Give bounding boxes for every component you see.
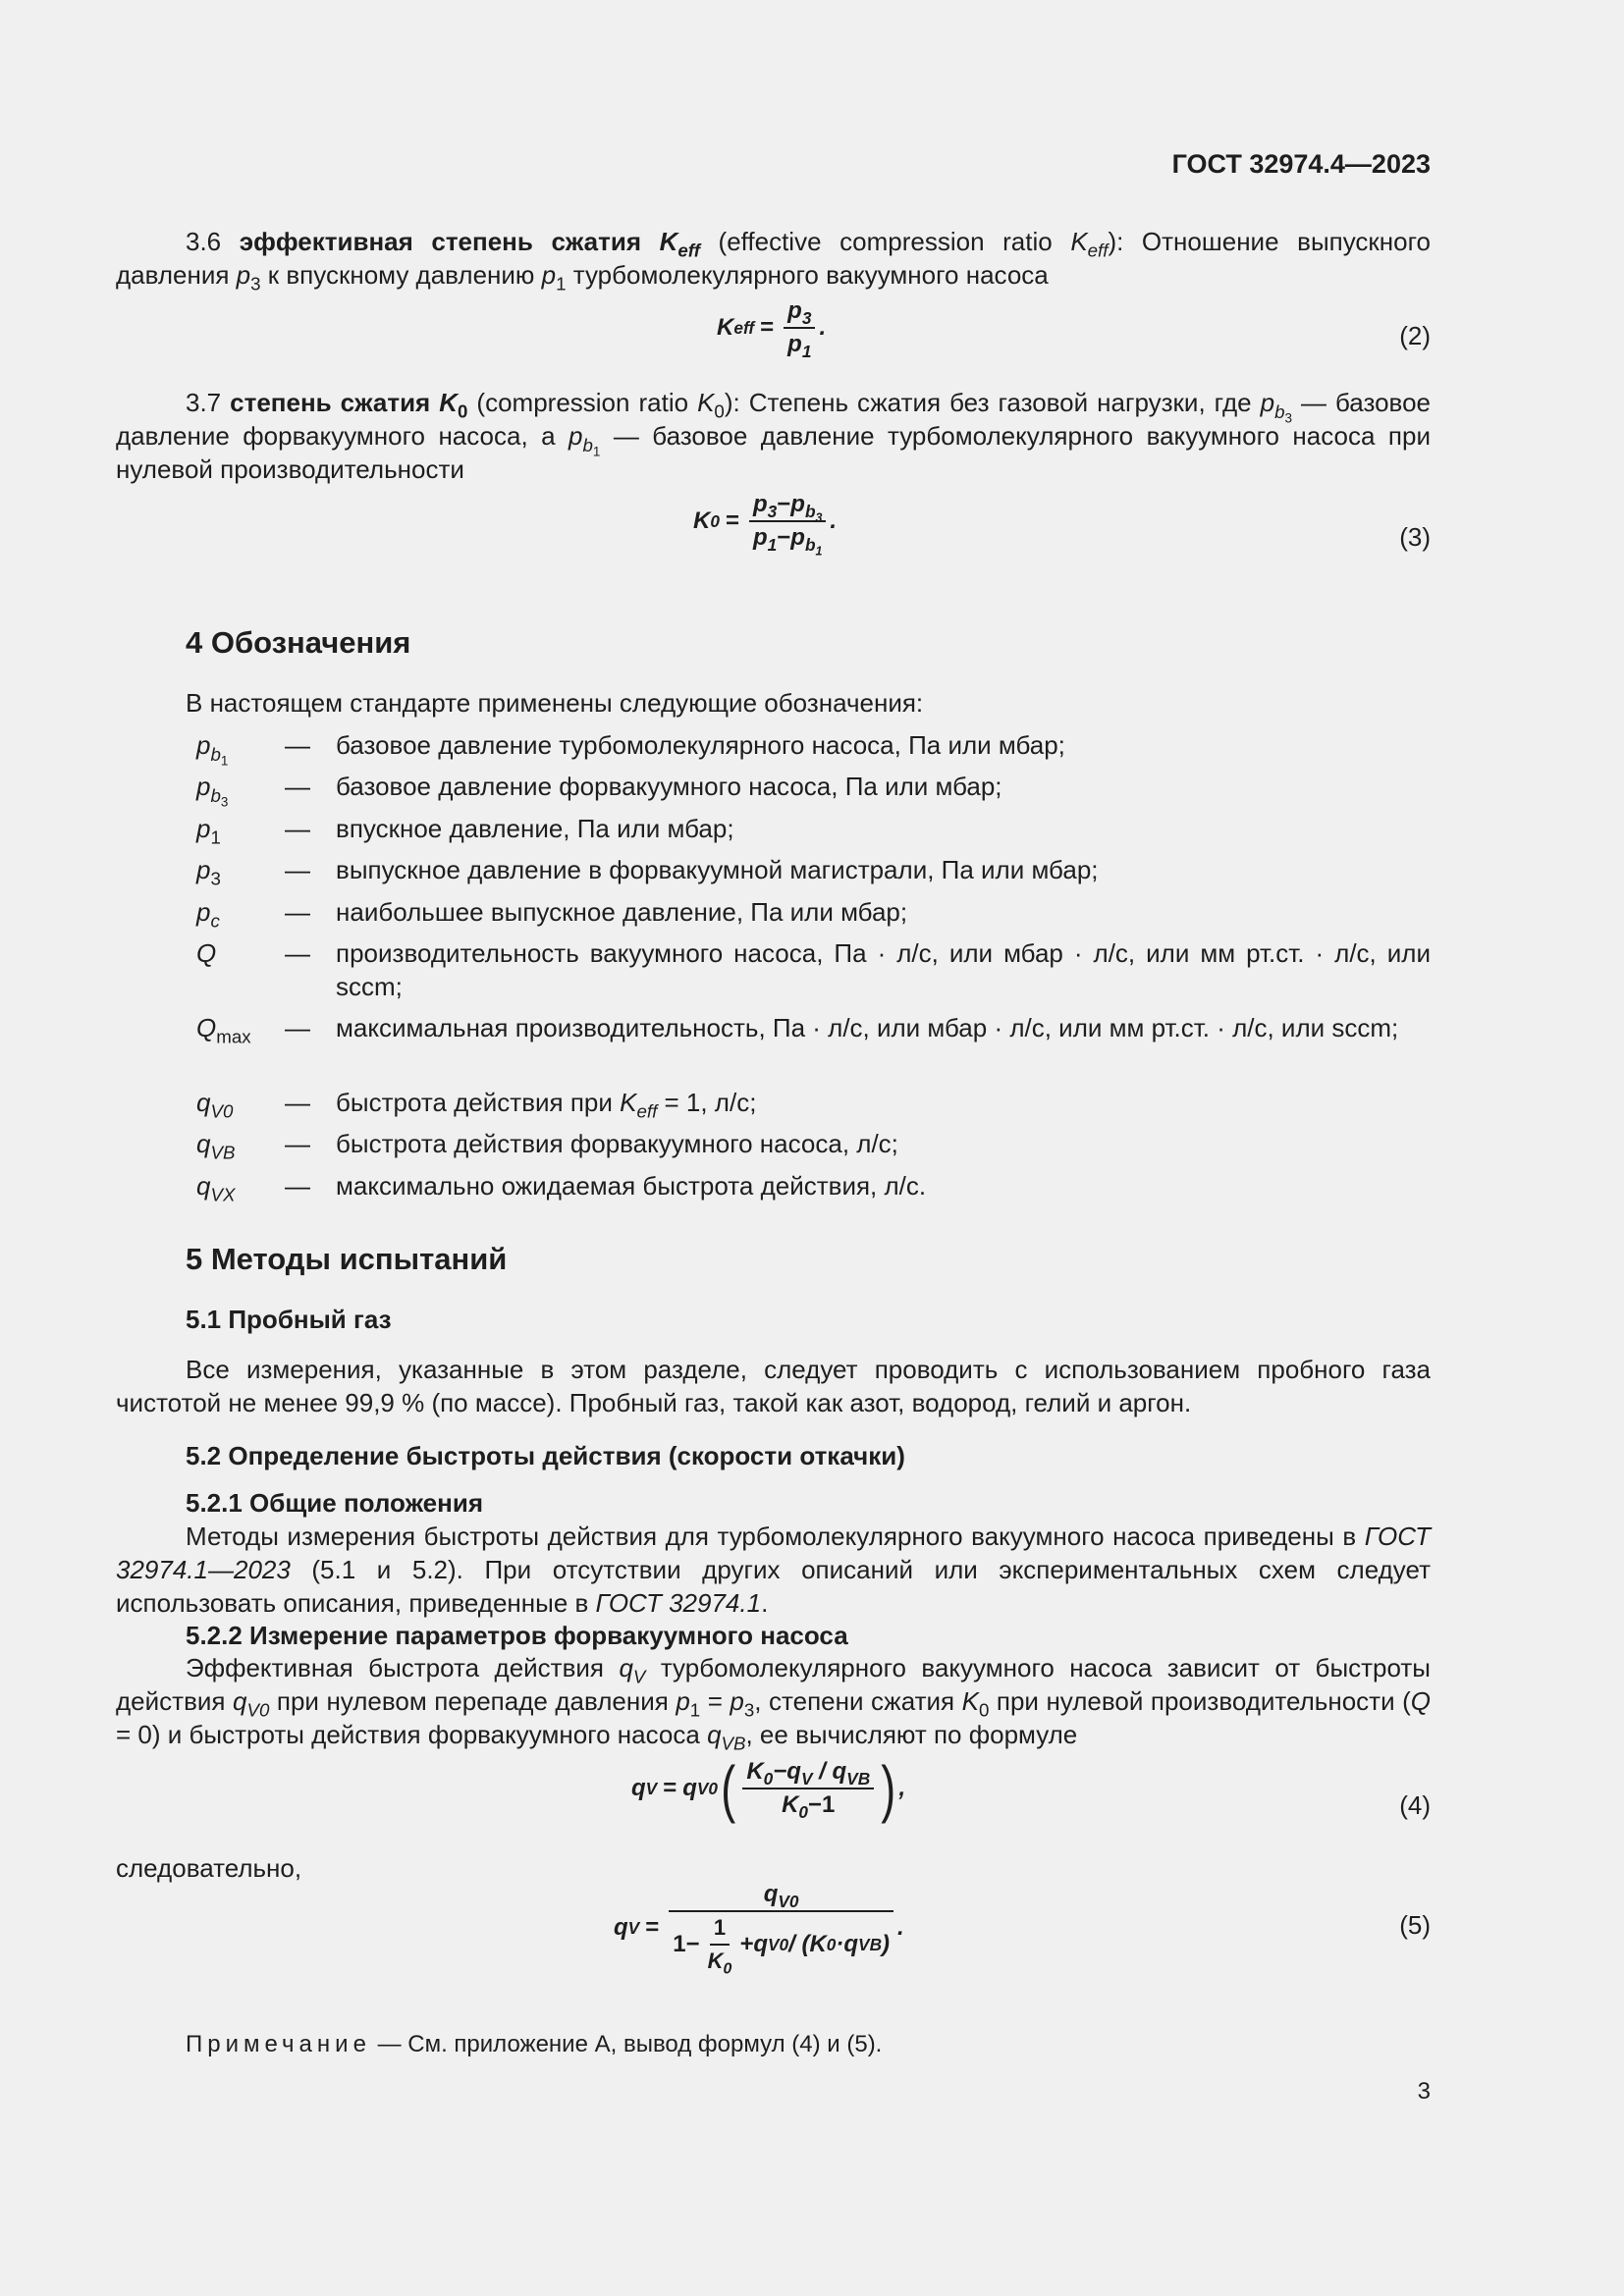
section-5-title: 5 Методы испытаний [186,1242,508,1276]
page-number: 3 [1417,2078,1431,2105]
standard-reference: ГОСТ 32974.1—2023 [116,1522,1431,1584]
equation-number: (2) [1399,321,1431,350]
subsection-5-2-title: 5.2 Определение быстроты действия (скорости откачки) [186,1441,905,1470]
document-page: ГОСТ 32974.4—2023 3.6 эффективная степень сжатия $K_{eff}$ (effective compression ratio $K_{eff}$): Отношение выпускного давления $p_3$ к впускному давлению $p_1$ турбомолекулярного вакуумного насоса K eff = $\frac{p_3}{p_1}$ . (2) 3.7 степень сжатия $K_0$ (compression ratio $K_0$): Степень сжатия без газовой нагрузки, где $p_{b_3}$ — базовое давление форвакуумного насоса, а $p_{b_1}$ — базовое давление турбомолекулярного вакуумного насоса при нулевой производительности K 0 = $\frac{p_3-p_{b_3}}{p_1-p_{b_1}}$ . (3) 4 Обозначения В настоящем стандарте применены следующие обозначения: $p_{b_1}$ — базовое давление турбомолекулярного насоса, Па или мбар; $p_{b_3}$ — базовое давление форвакуумного насоса, Па или мбар; $p_1$ — впускное давление, Па или мбар; $p_3$ — выпускное давление в форвакуумной магистрали, Па или мбар; $p_c$ — наибольшее выпускное давление, Па или мбар; Q — производительность вакуумного насоса, Па · л/с, или мбар · л/с, или мм рт.ст. · л/с, или sccm; $Q_{max}$ — максимальная производительность, Па · л/с, или мбар · л/с, или мм рт.ст. · л/с, или sccm; $q_{V0}$ — быстрота действия при $K_{eff} = 1$, л/с; $q_{VB}$ — быстрота действия форвакуумного насоса, л/с; $q_{VX}$ — максимально ожидаемая быстрота действия, л/с. 5 Методы испытаний 5.1 Пробный газ Все измерения, указанные в этом разделе, следует проводить с использованием пробного газа чистотой не менее 99,9 % (по массе). Пробный газ, такой как азот, водород, гелий и аргон. 5.2 Определение быстроты действия (скорости откачки) 5.2.1 Общие положения Методы измерения быстроты действия для турбомолекулярного вакуумного насоса приведены в ГОСТ 32974.1—2023 (5.1 и 5.2). При отсутствии других описаний или экспериментальных схем следует использовать описания, приведенные в ГОСТ 32974.1. 5.2.2 Измерение параметров форвакуумного насоса Эффективная быстрота действия $q_V$ турбомолекулярного вакуумного насоса зависит от быстроты действия $q_{V0}$ при нулевом перепаде давления $p_1 = p_3$, степени сжатия $K_0$ при нулевой производительности (Q = 0) и быстроты действия форвакуумного насоса $q_{VB}$, ее вычисляют по формуле q V = q V0 ( $\frac{K_0-q_V / q_{VB}}{K_0-1}$ ) , (4) следовательно, q V = $q_{V0}$ 1− $\frac{1}{K_0}$ +q V0 / (K 0 ·q VB ) . (5) Примечание — См. приложение А, вывод формул (4) и (5). 3 [116,0,1431,2296]
fraction: $q_{V0}$ 1− $\frac{1}{K_0}$ +q V0 / (K 0 ·q VB ) [669,1881,893,1975]
fraction: $\frac{1}{K_0}$ [707,1915,732,1978]
formula-4: q V = q V0 ( $\frac{K_0-q_V / q_{VB}}{K_0-1}$ ) , (4) [631,1753,1431,1824]
formula-3: K 0 = $\frac{p_3-p_{b_3}}{p_1-p_{b_1}}$ . (3) [693,491,1431,559]
subsection-5-2-1-text: Методы измерения быстроты действия для турбомолекулярного вакуумного насоса приведены в ГОСТ 32974.1—2023 (5.1 и 5.2). При отсутствии других описаний или экспериментальных схем следует использовать описания, приведенные в ГОСТ 32974.1. [116,1522,1431,1618]
subsection-5-2-2-title: 5.2.2 Измерение параметров форвакуумного насоса [186,1621,848,1650]
consequently-text: следовательно, [116,1853,302,1883]
formula-2: K eff = $\frac{p_3}{p_1}$ . (2) [717,297,1431,362]
definition-3-6: 3.6 эффективная степень сжатия $K_{eff}$ (effective compression ratio $K_{eff}$): Отношение выпускного давления $p_3$ к впускному давлению $p_1$ турбомолекулярного вакуумного насоса [116,227,1431,294]
section-4-title: 4 Обозначения [186,625,411,660]
standard-reference: ГОСТ 32974.1 [595,1588,762,1618]
note: Примечание — См. приложение А, вывод формул (4) и (5). [186,2031,883,2057]
subsection-5-1-title: 5.1 Пробный газ [186,1305,392,1334]
document-header: ГОСТ 32974.4—2023 [1171,149,1431,179]
fraction: $\frac{p_3}{p_1}$ [784,297,815,358]
equation-number: (3) [1399,522,1431,552]
formula-5: q V = $q_{V0}$ 1− $\frac{1}{K_0}$ +q V0 / (K 0 ·q VB ) . (5) [614,1881,1431,1978]
subsection-5-2-2-text: Эффективная быстрота действия $q_V$ турбомолекулярного вакуумного насоса зависит от быстроты действия $q_{V0}$ при нулевом перепаде давления $p_1 = p_3$, степени сжатия $K_0$ при нулевой производительности (Q = 0) и быстроты действия форвакуумного насоса $q_{VB}$, ее вычисляют по формуле [116,1653,1431,1754]
definition-3-7: 3.7 степень сжатия $K_0$ (compression ratio $K_0$): Степень сжатия без газовой нагрузки, где $p_{b_3}$ — базовое давление форвакуумного насоса, а $p_{b_1}$ — базовое давление турбомолекулярного вакуумного насоса при нулевой производительности [116,388,1431,484]
fraction: $\frac{p_3-p_{b_3}}{p_1-p_{b_1}}$ [749,491,826,552]
subsection-5-2-1-title: 5.2.1 Общие положения [186,1488,483,1518]
section-4-intro: В настоящем стандарте применены следующие обозначения: [186,688,924,718]
fraction: $\frac{K_0-q_V / q_{VB}}{K_0-1}$ [742,1758,874,1819]
equation-number: (5) [1399,1910,1431,1940]
subsection-5-1-text: Все измерения, указанные в этом разделе, следует проводить с использованием пробного газа чистотой не менее 99,9 % (по массе). Пробный газ, такой как азот, водород, гелий и аргон. [116,1355,1431,1417]
equation-number: (4) [1399,1790,1431,1820]
